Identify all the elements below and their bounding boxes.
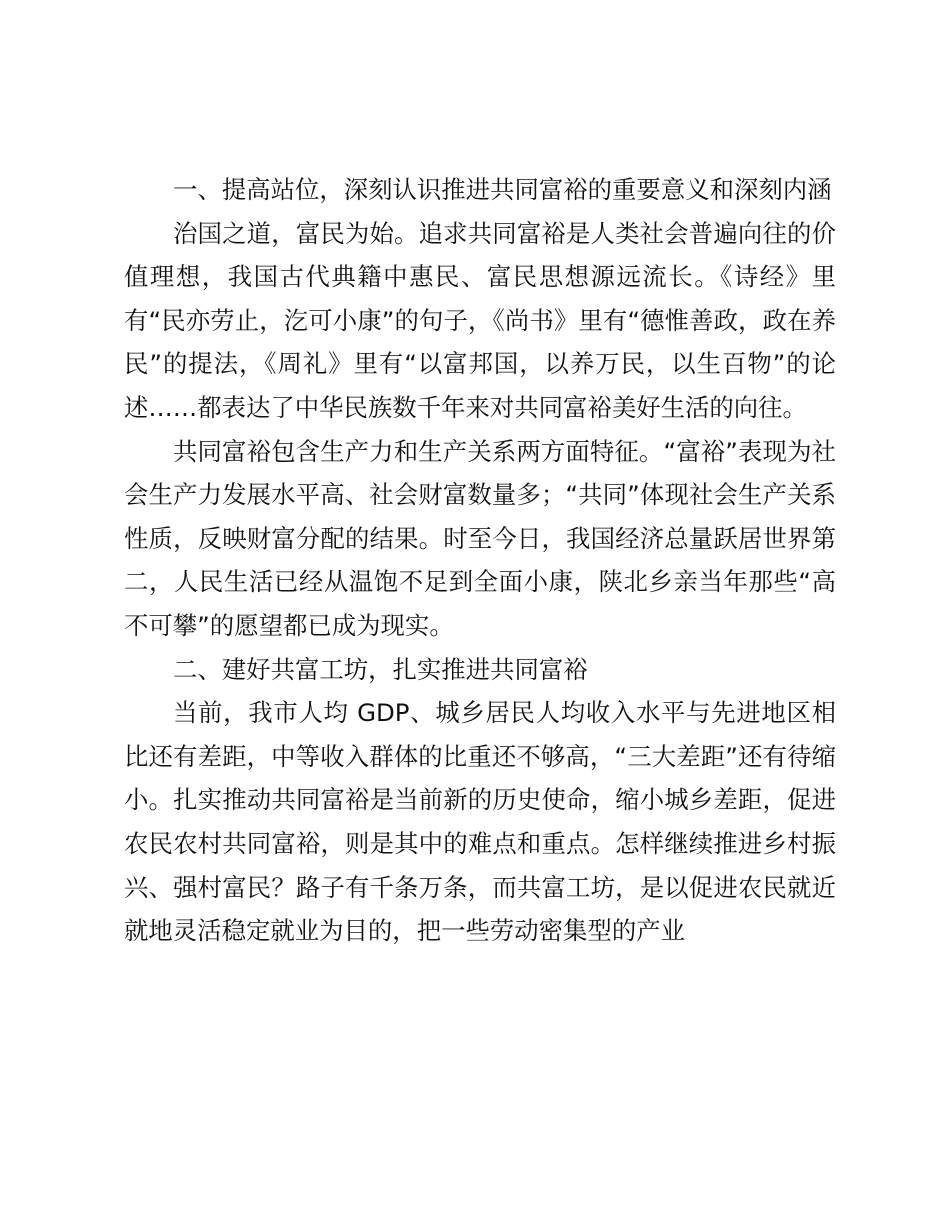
body-paragraph-3: 当前，我市人均 GDP、城乡居民人均收入水平与先进地区相比还有差距，中等收入群体的比重还不够高，“三大差距”还有待缩小。扎实推动共同富裕是当前新的历史使命，缩小城乡差距，促进农民农村共同富裕，则是其中的难点和重点。怎样继续推进乡村振兴、强村富民？路子有千条万条，而共富工坊，是以促进农民就近就地灵活稳定就业为目的，把一些劳动密集型的产业 bbox=[124, 698, 836, 946]
body-paragraph-1: 治国之道，富民为始。追求共同富裕是人类社会普遍向往的价值理想，我国古代典籍中惠民、富民思想源远流长。《诗经》里有“民亦劳止，汔可小康”的句子，《尚书》里有“德惟善政，政在养民”的提法，《周礼》里有“以富邦国，以养万民，以生百物”的论述……都表达了中华民族数千年来对共同富裕美好生活的向往。 bbox=[124, 218, 836, 422]
section-heading-2: 二、建好共富工坊，扎实推进共同富裕 bbox=[173, 654, 588, 684]
section-heading-1: 一、提高站位，深刻认识推进共同富裕的重要意义和深刻内涵 bbox=[173, 175, 832, 204]
document-body bbox=[124, 168, 836, 953]
body-paragraph-2: 共同富裕包含生产力和生产关系两方面特征。“富裕”表现为社会生产力发展水平高、社会财富数量多；“共同”体现社会生产关系性质，反映财富分配的结果。时至今日，我国经济总量跃居世界第二，人民生活已经从温饱不足到全面小康，陕北乡亲当年那些“高不可攀”的愿望都已成为现实。 bbox=[124, 436, 836, 640]
